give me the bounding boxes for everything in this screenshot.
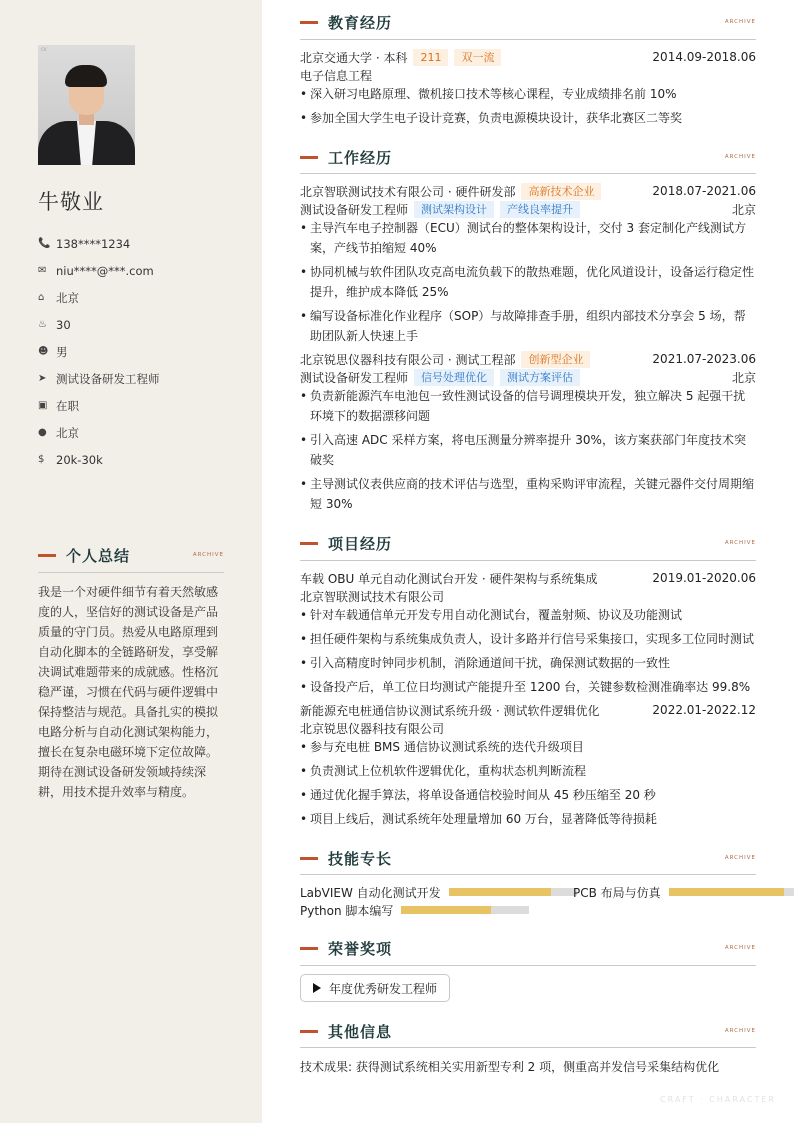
other-section-header bbox=[300, 1021, 756, 1041]
section-title: 教育经历 bbox=[328, 13, 393, 32]
job-bullet: • 协同机械与软件团队攻克高电流负载下的散热难题，优化风道设计，设备运行稳定性提升，维护成本降低 25% bbox=[300, 262, 756, 302]
project-name: 新能源充电桩通信协议测试系统升级 · 测试软件逻辑优化 bbox=[300, 703, 600, 718]
company-tag: 创新型企业 bbox=[521, 351, 590, 368]
section-accent-bar bbox=[38, 554, 56, 557]
project-bullet: • 引入高精度时钟同步机制，消除通道间干扰，确保测试数据的一致性 bbox=[300, 653, 756, 673]
archive-label: ARCHIVE bbox=[724, 19, 756, 25]
footer-watermark: CRAFT · CHARACTER bbox=[660, 1095, 776, 1104]
info-value: 138****1234 bbox=[56, 236, 131, 251]
skill-bar bbox=[669, 888, 794, 896]
job-bullet: • 主导汽车电子控制器（ECU）测试台的整体架构设计，交付 3 套定制化产线测试方案，产线节拍缩短 40% bbox=[300, 218, 756, 258]
candidate-name: 牛敬业 bbox=[38, 190, 104, 214]
info-target-position bbox=[38, 365, 238, 392]
play-triangle-icon bbox=[313, 983, 321, 993]
job-company-row bbox=[300, 182, 756, 200]
info-value: 北京 bbox=[56, 425, 79, 440]
job-bullet: • 负责新能源汽车电池包一致性测试设备的信号调理模块开发，独立解决 5 起强干扰环境下的数据漂移问题 bbox=[300, 386, 756, 426]
project-bullet: • 通过优化握手算法，将单设备通信校验时间从 45 秒压缩至 20 秒 bbox=[300, 785, 756, 805]
section-title: 项目经历 bbox=[328, 534, 393, 553]
education-section-header bbox=[300, 12, 756, 32]
job-role-row bbox=[300, 200, 756, 218]
section-accent-bar bbox=[300, 156, 318, 159]
role-tag: 测试方案评估 bbox=[500, 369, 580, 386]
info-age bbox=[38, 311, 238, 338]
honors-section-header bbox=[300, 938, 756, 958]
section-accent-bar bbox=[300, 542, 318, 545]
section-title: 技能专长 bbox=[328, 849, 393, 868]
skill-name: Python 脚本编写 bbox=[300, 903, 394, 918]
send-icon: ➤ bbox=[38, 373, 47, 384]
education-bullet: • 深入研习电路原理、微机接口技术等核心课程，专业成绩排名前 10% bbox=[300, 84, 756, 104]
school-name: 北京交通大学 · 本科 bbox=[300, 50, 408, 65]
skill-bar-fill bbox=[669, 888, 784, 896]
info-status bbox=[38, 392, 238, 419]
contact-info-list bbox=[38, 230, 238, 473]
skill-bar bbox=[449, 888, 577, 896]
job-role-row bbox=[300, 368, 756, 386]
school-tag: 双一流 bbox=[454, 49, 501, 66]
info-value: 30 bbox=[56, 317, 71, 332]
skills-section-header bbox=[300, 848, 756, 868]
info-salary bbox=[38, 446, 238, 473]
education-school-row bbox=[300, 48, 756, 66]
education-major-row bbox=[300, 66, 756, 84]
skill-bar-fill bbox=[449, 888, 551, 896]
project-company-row bbox=[300, 719, 756, 737]
section-title: 荣誉奖项 bbox=[328, 939, 393, 958]
project-company-row bbox=[300, 587, 756, 605]
info-target-city bbox=[38, 419, 238, 446]
skill-bar bbox=[401, 906, 529, 914]
info-value: 北京 bbox=[56, 290, 79, 305]
skill-name: LabVIEW 自动化测试开发 bbox=[300, 885, 441, 900]
section-divider bbox=[38, 572, 224, 573]
project-bullet: • 针对车载通信单元开发专用自动化测试台，覆盖射频、协议及功能测试 bbox=[300, 605, 756, 625]
skill-item bbox=[300, 901, 529, 919]
info-phone bbox=[38, 230, 238, 257]
archive-label: ARCHIVE bbox=[192, 552, 224, 558]
job-company-row bbox=[300, 350, 756, 368]
job-role: 测试设备研发工程师 bbox=[300, 202, 409, 217]
project-title-row bbox=[300, 569, 756, 587]
project-name: 车载 OBU 单元自动化测试台开发 · 硬件架构与系统集成 bbox=[300, 571, 598, 586]
job-period: 2018.07-2021.06 bbox=[652, 184, 756, 198]
location-pin-icon: ● bbox=[38, 427, 47, 438]
home-icon: ⌂ bbox=[38, 292, 45, 303]
project-period: 2019.01-2020.06 bbox=[652, 571, 756, 585]
archive-label: ARCHIVE bbox=[724, 154, 756, 160]
info-value: 测试设备研发工程师 bbox=[56, 371, 160, 386]
section-divider bbox=[300, 874, 756, 875]
info-hometown bbox=[38, 284, 238, 311]
section-title: 个人总结 bbox=[66, 546, 131, 565]
job-bullet: • 编写设备标准化作业程序（SOP）与故障排查手册，组织内部技术分享会 5 场，帮助团队新人快速上手 bbox=[300, 306, 756, 346]
section-title: 其他信息 bbox=[328, 1022, 393, 1041]
archive-label: ARCHIVE bbox=[724, 540, 756, 546]
mail-icon: ✉ bbox=[38, 265, 47, 276]
job-city: 北京 bbox=[731, 202, 756, 217]
award-badge bbox=[300, 974, 450, 1002]
photo-tag: CV bbox=[41, 47, 47, 52]
project-period: 2022.01-2022.12 bbox=[652, 703, 756, 717]
school-tag: 211 bbox=[413, 49, 448, 66]
project-bullet: • 参与充电桩 BMS 通信协议测试系统的迭代升级项目 bbox=[300, 737, 756, 757]
other-info-text: 技术成果: 获得测试系统相关实用新型专利 2 项，侧重高并发信号采集结构优化 bbox=[300, 1059, 720, 1074]
section-divider bbox=[300, 39, 756, 40]
section-divider bbox=[300, 560, 756, 561]
company-name: 北京智联测试技术有限公司 · 硬件研发部 bbox=[300, 184, 516, 199]
archive-label: ARCHIVE bbox=[724, 1028, 756, 1034]
skill-bar-fill bbox=[401, 906, 491, 914]
project-bullet: • 设备投产后，单工位日均测试产能提升至 1200 台，关键参数检测准确率达 99.8% bbox=[300, 677, 756, 697]
other-info-row bbox=[300, 1057, 756, 1075]
gender-icon: ☻ bbox=[38, 346, 49, 357]
info-value: niu****@***.com bbox=[56, 263, 154, 278]
avatar bbox=[38, 45, 135, 165]
phone-icon: 📞 bbox=[38, 238, 51, 249]
work-section-header bbox=[300, 147, 756, 167]
company-tag: 高新技术企业 bbox=[521, 183, 601, 200]
archive-label: ARCHIVE bbox=[724, 855, 756, 861]
section-divider bbox=[300, 1047, 756, 1048]
project-bullet: • 负责测试上位机软件逻辑优化，重构状态机判断流程 bbox=[300, 761, 756, 781]
section-accent-bar bbox=[300, 1030, 318, 1033]
project-company: 北京锐思仪器科技有限公司 bbox=[300, 721, 445, 736]
section-divider bbox=[300, 965, 756, 966]
briefcase-icon: ▣ bbox=[38, 400, 48, 411]
sidebar bbox=[0, 0, 262, 1123]
skill-name: PCB 布局与仿真 bbox=[573, 885, 661, 900]
skill-item bbox=[300, 883, 577, 901]
job-role: 测试设备研发工程师 bbox=[300, 370, 409, 385]
project-company: 北京智联测试技术有限公司 bbox=[300, 589, 445, 604]
project-bullet: • 项目上线后，测试系统年处理量增加 60 万台，显著降低等待损耗 bbox=[300, 809, 756, 829]
skill-item bbox=[573, 883, 794, 901]
education-period: 2014.09-2018.06 bbox=[652, 50, 756, 64]
job-city: 北京 bbox=[731, 370, 756, 385]
section-title: 工作经历 bbox=[328, 148, 393, 167]
job-period: 2021.07-2023.06 bbox=[652, 352, 756, 366]
info-value: 在职 bbox=[56, 398, 79, 413]
info-value: 20k-30k bbox=[56, 452, 103, 467]
info-email bbox=[38, 257, 238, 284]
summary-text: 我是一个对硬件细节有着天然敏感度的人，坚信好的测试设备是产品质量的守门员。热爱从电路原理到自动化脚本的全链路研发，享受解决调试难题带来的成就感。性格沉稳严谨，习惯在代码与硬件逻辑中保持整洁与规范。具备扎实的模拟电路分析与自动化测试架构能力，擅长在复杂电磁环境下定位故障。期待在测试设备研发领域持续深耕，用技术提升效率与精度。 bbox=[38, 585, 219, 799]
summary-section-header bbox=[38, 545, 224, 565]
section-accent-bar bbox=[300, 857, 318, 860]
award-name: 年度优秀研发工程师 bbox=[329, 981, 438, 996]
education-bullet: • 参加全国大学生电子设计竞赛，负责电源模块设计，获华北赛区二等奖 bbox=[300, 108, 756, 128]
job-bullet: • 主导测试仪表供应商的技术评估与选型，重构采购评审流程，关键元器件交付周期缩短 30% bbox=[300, 474, 756, 514]
archive-label: ARCHIVE bbox=[724, 945, 756, 951]
major-name: 电子信息工程 bbox=[300, 68, 373, 83]
info-value: 男 bbox=[56, 344, 68, 359]
cake-icon: ♨ bbox=[38, 319, 47, 330]
project-title-row bbox=[300, 701, 756, 719]
job-bullet: • 引入高速 ADC 采样方案，将电压测量分辨率提升 30%，该方案获部门年度技术突破奖 bbox=[300, 430, 756, 470]
section-divider bbox=[300, 173, 756, 174]
role-tag: 信号处理优化 bbox=[414, 369, 494, 386]
role-tag: 产线良率提升 bbox=[500, 201, 580, 218]
info-gender bbox=[38, 338, 238, 365]
section-accent-bar bbox=[300, 21, 318, 24]
company-name: 北京锐思仪器科技有限公司 · 测试工程部 bbox=[300, 352, 516, 367]
project-bullet: • 担任硬件架构与系统集成负责人，设计多路并行信号采集接口，实现多工位同时测试 bbox=[300, 629, 756, 649]
section-accent-bar bbox=[300, 947, 318, 950]
projects-section-header bbox=[300, 533, 756, 553]
salary-icon: $ bbox=[38, 454, 45, 465]
role-tag: 测试架构设计 bbox=[414, 201, 494, 218]
